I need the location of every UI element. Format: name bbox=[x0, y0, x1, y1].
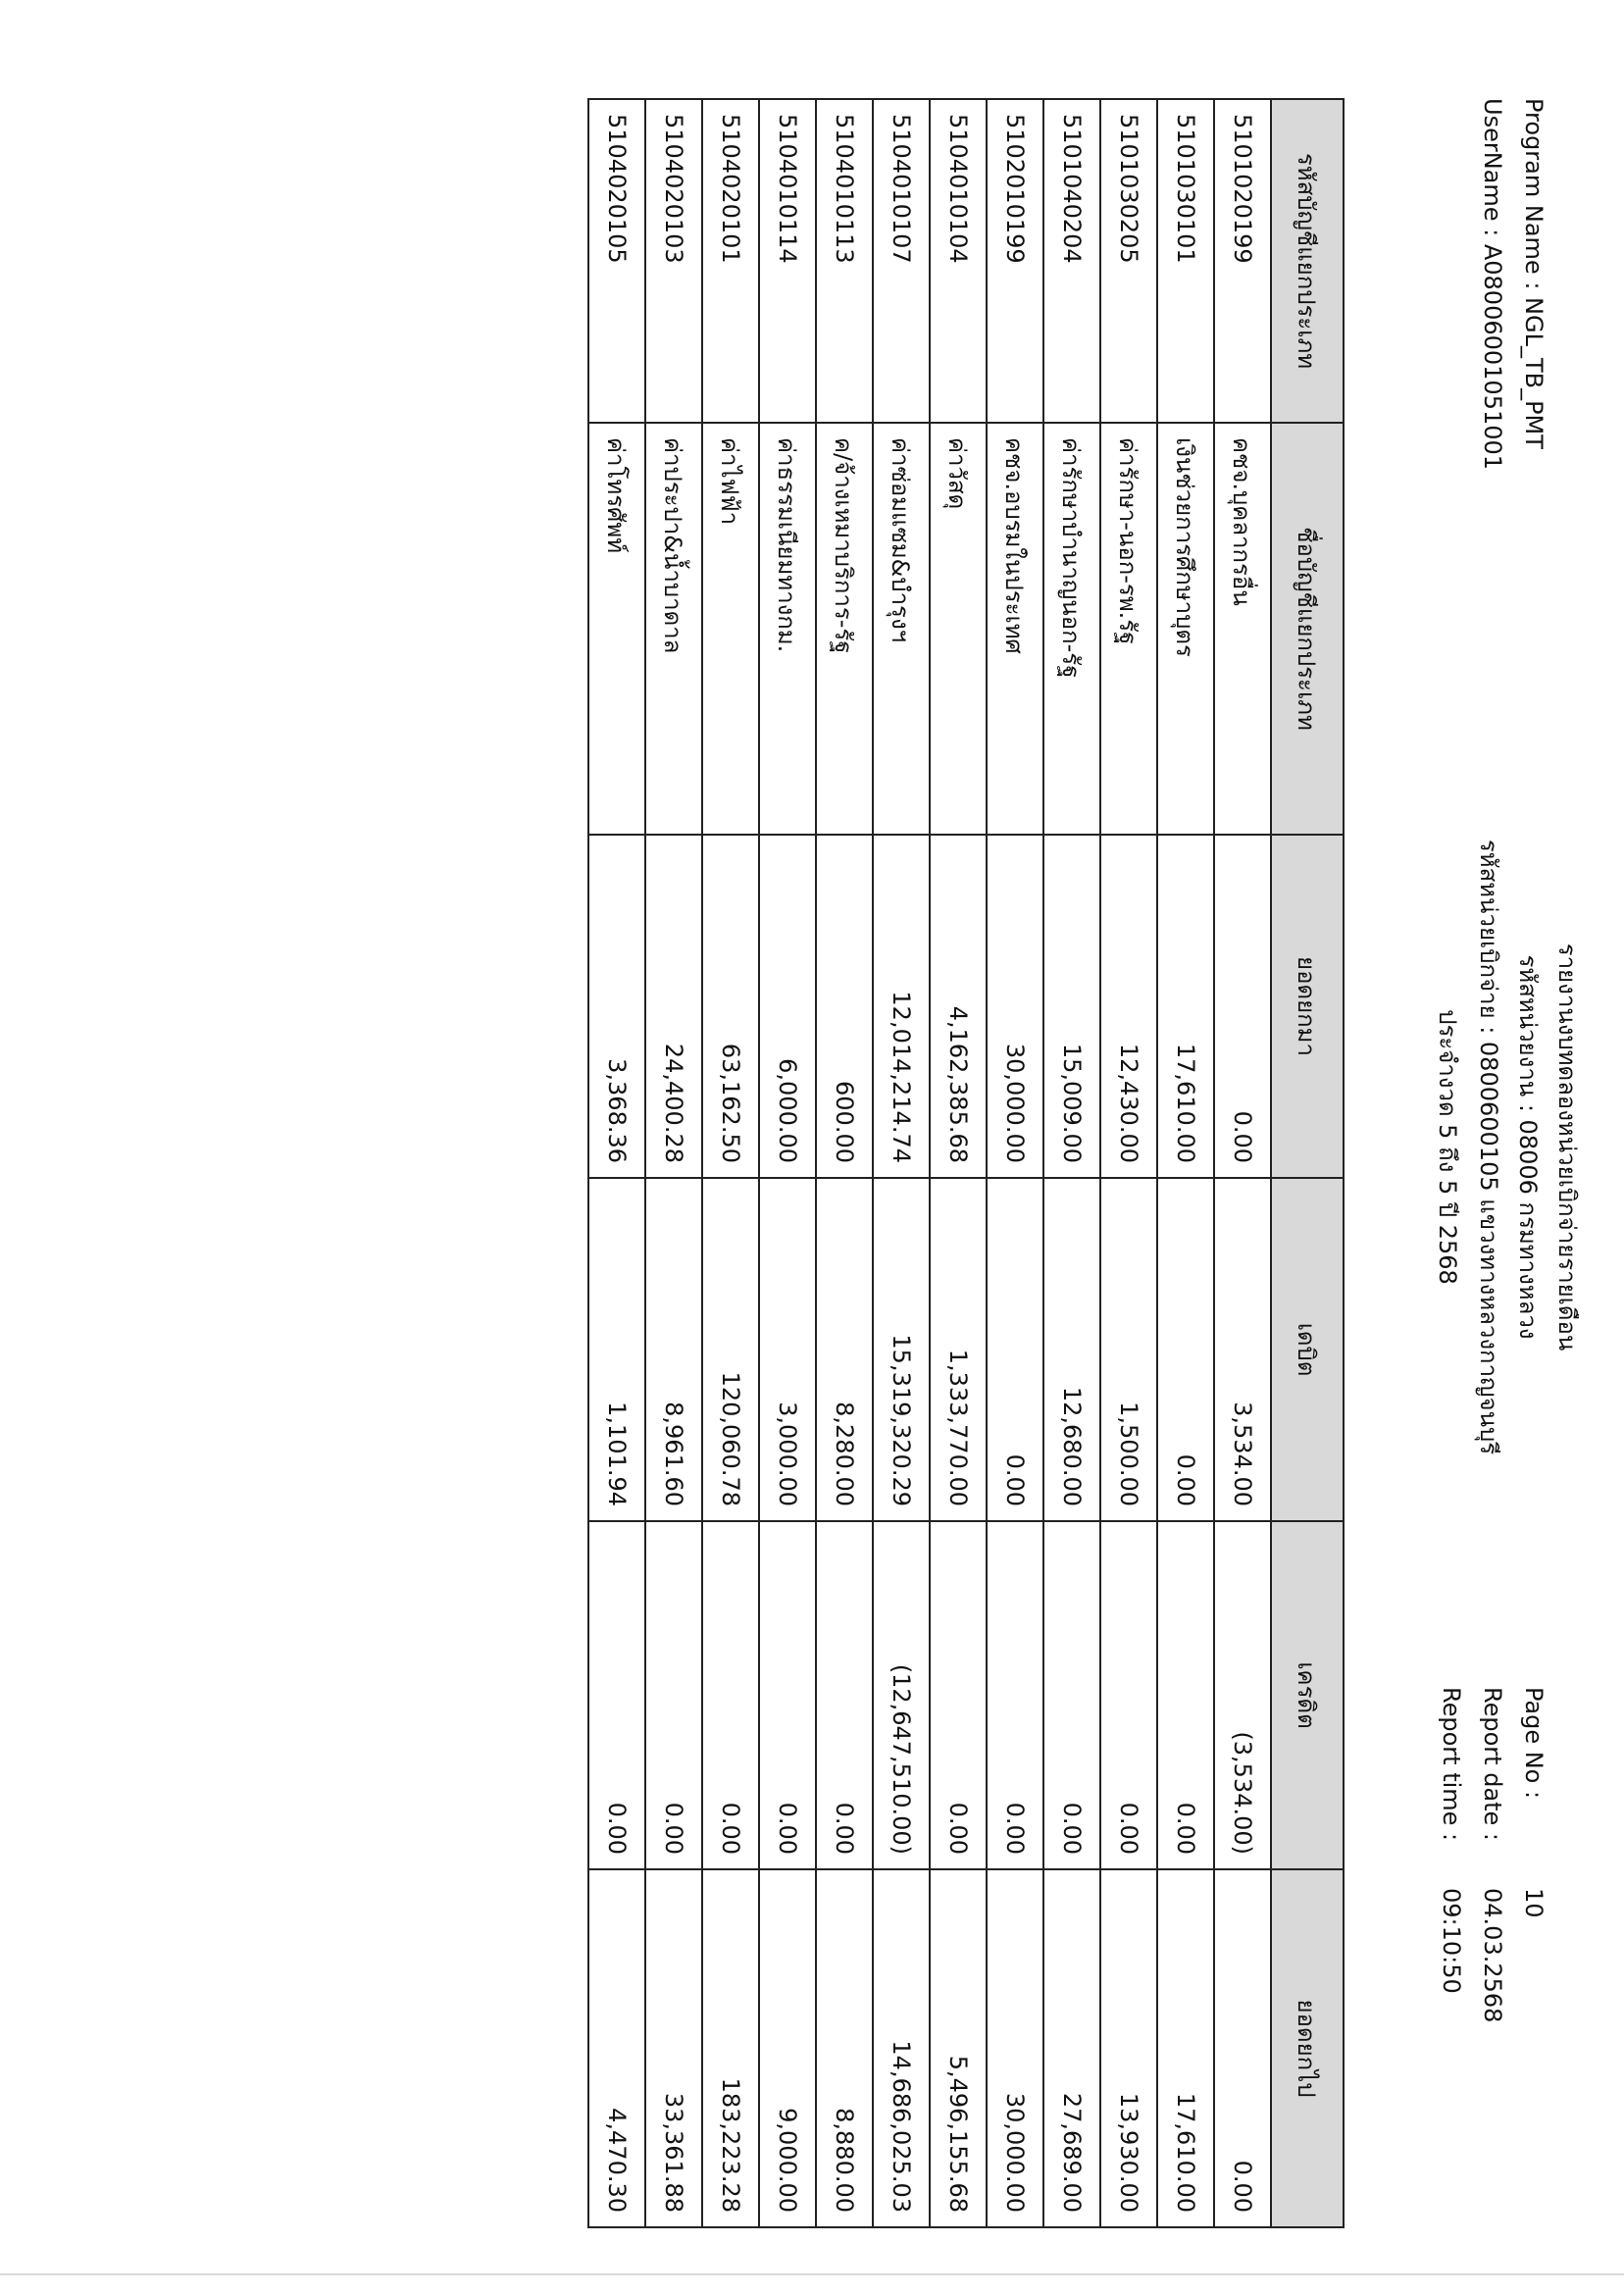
table-row bbox=[702, 99, 759, 2227]
brought-forward-cell: 12,430.00 bbox=[1100, 835, 1157, 1178]
credit-cell: (3,534.00) bbox=[1214, 1521, 1271, 1869]
table-row bbox=[645, 99, 702, 2227]
carried-forward-cell: 183,223.28 bbox=[702, 1869, 759, 2227]
account-code-cell: 5101020199 bbox=[1214, 99, 1271, 423]
carried-forward-cell: 27,689.00 bbox=[1043, 1869, 1100, 2227]
table-row bbox=[987, 99, 1043, 2227]
header-debit: เดบิต bbox=[1271, 1178, 1344, 1521]
trial-balance-table bbox=[587, 98, 1345, 2228]
credit-cell: 0.00 bbox=[930, 1521, 987, 1869]
report-time-value: 09:10:50 bbox=[1438, 1888, 1465, 1994]
account-name-cell: ค่าไฟฟ้า bbox=[702, 423, 759, 835]
report-date-value: 04.03.2568 bbox=[1479, 1888, 1506, 2023]
account-name-cell: เงินช่วยการศึกษาบุตร bbox=[1157, 423, 1214, 835]
table-row bbox=[588, 99, 645, 2227]
account-name-cell: ค่าโทรศัพท์ bbox=[588, 423, 645, 835]
brought-forward-cell: 600.00 bbox=[816, 835, 873, 1178]
report-time-label: Report time : bbox=[1438, 1687, 1465, 1842]
account-code-cell: 5102010199 bbox=[987, 99, 1043, 423]
debit-cell: 0.00 bbox=[987, 1178, 1043, 1521]
table-row bbox=[1100, 99, 1157, 2227]
credit-cell: 0.00 bbox=[1100, 1521, 1157, 1869]
scan-edge-line bbox=[0, 2273, 1624, 2275]
header-account-name: ชื่อบัญชีแยกประเภท bbox=[1271, 423, 1344, 835]
carried-forward-cell: 33,361.88 bbox=[645, 1869, 702, 2227]
carried-forward-cell: 0.00 bbox=[1214, 1869, 1271, 2227]
credit-cell: (12,647,510.00) bbox=[873, 1521, 930, 1869]
brought-forward-cell: 15,009.00 bbox=[1043, 835, 1100, 1178]
report-date-label: Report date : bbox=[1479, 1687, 1506, 1842]
page-no-label: Page No : bbox=[1520, 1687, 1548, 1800]
credit-cell: 0.00 bbox=[987, 1521, 1043, 1869]
account-name-cell: คชจ.อบรมในประเทศ bbox=[987, 423, 1043, 835]
program-name: Program Name : NGL_TB_PMT bbox=[1520, 98, 1548, 449]
credit-cell: 0.00 bbox=[645, 1521, 702, 1869]
carried-forward-cell: 13,930.00 bbox=[1100, 1869, 1157, 2227]
debit-cell: 1,333,770.00 bbox=[930, 1178, 987, 1521]
carried-forward-cell: 8,880.00 bbox=[816, 1869, 873, 2227]
brought-forward-cell: 3,368.36 bbox=[588, 835, 645, 1178]
account-name-cell: ค่าซ่อมแซม&บำรุงฯ bbox=[873, 423, 930, 835]
table-row bbox=[1214, 99, 1271, 2227]
debit-cell: 120,060.78 bbox=[702, 1178, 759, 1521]
credit-cell: 0.00 bbox=[1157, 1521, 1214, 1869]
brought-forward-cell: 63,162.50 bbox=[702, 835, 759, 1178]
table-row bbox=[873, 99, 930, 2227]
brought-forward-cell: 24,400.28 bbox=[645, 835, 702, 1178]
account-name-cell: ค่ารักษา-นอก-รพ.รัฐ bbox=[1100, 423, 1157, 835]
brought-forward-cell: 0.00 bbox=[1214, 835, 1271, 1178]
account-name-cell: ค่ารักษาบำนาญนอก-รัฐ bbox=[1043, 423, 1100, 835]
debit-cell: 12,680.00 bbox=[1043, 1178, 1100, 1521]
account-code-cell: 5101040204 bbox=[1043, 99, 1100, 423]
debit-cell: 8,280.00 bbox=[816, 1178, 873, 1521]
username: UserName : A080060010510​01 bbox=[1479, 98, 1506, 471]
agency-line: รหัสหน่วยงาน : 08006 กรมทางหลวง bbox=[1514, 954, 1542, 1340]
table-row bbox=[816, 99, 873, 2227]
brought-forward-cell: 4,162,385.68 bbox=[930, 835, 987, 1178]
debit-cell: 1,101.94 bbox=[588, 1178, 645, 1521]
carried-forward-cell: 14,686,025.03 bbox=[873, 1869, 930, 2227]
carried-forward-cell: 5,496,155.68 bbox=[930, 1869, 987, 2227]
header-brought-forward: ยอดยกมา bbox=[1271, 835, 1344, 1178]
debit-cell: 8,961.60 bbox=[645, 1178, 702, 1521]
header-carried-forward: ยอดยกไป bbox=[1271, 1869, 1344, 2227]
credit-cell: 0.00 bbox=[816, 1521, 873, 1869]
report-date bbox=[1479, 1687, 1506, 2022]
carried-forward-cell: 17,610.00 bbox=[1157, 1869, 1214, 2227]
account-code-cell: 5104010104 bbox=[930, 99, 987, 423]
brought-forward-cell: 12,014,214.74 bbox=[873, 835, 930, 1178]
carried-forward-cell: 4,470.30 bbox=[588, 1869, 645, 2227]
debit-cell: 0.00 bbox=[1157, 1178, 1214, 1521]
credit-cell: 0.00 bbox=[759, 1521, 816, 1869]
account-code-cell: 5104020101 bbox=[702, 99, 759, 423]
disbursing-unit-line: รหัสหน่วยเบิกจ่าย : 0800600105 แขวงทางหลวงกาญจนบุรี bbox=[1475, 839, 1502, 1455]
account-code-cell: 5104020103 bbox=[645, 99, 702, 423]
account-name-cell: ค/จ้างเหมาบริการ-รัฐ bbox=[816, 423, 873, 835]
header-account-code: รหัสบัญชีแยกประเภท bbox=[1271, 99, 1344, 423]
table-row bbox=[759, 99, 816, 2227]
carried-forward-cell: 30,000.00 bbox=[987, 1869, 1043, 2227]
table-row bbox=[1043, 99, 1100, 2227]
page-no-value: 10 bbox=[1520, 1888, 1548, 1918]
account-name-cell: ค่าประปา&น้ำบาดาล bbox=[645, 423, 702, 835]
debit-cell: 3,534.00 bbox=[1214, 1178, 1271, 1521]
credit-cell: 0.00 bbox=[588, 1521, 645, 1869]
debit-cell: 3,000.00 bbox=[759, 1178, 816, 1521]
brought-forward-cell: 6,000.00 bbox=[759, 835, 816, 1178]
report-title: รายงานงบทดลองหน่วยเบิกจ่ายรายเดือน bbox=[1553, 943, 1581, 1351]
period-line: ประจำงวด 5 ถึง 5 ปี 2568 bbox=[1434, 1009, 1461, 1285]
page-no bbox=[1520, 1687, 1548, 1918]
account-name-cell: ค่าวัสดุ bbox=[930, 423, 987, 835]
header-credit: เครดิต bbox=[1271, 1521, 1344, 1869]
credit-cell: 0.00 bbox=[1043, 1521, 1100, 1869]
account-code-cell: 5104020105 bbox=[588, 99, 645, 423]
brought-forward-cell: 30,000.00 bbox=[987, 835, 1043, 1178]
report-time bbox=[1438, 1687, 1465, 1994]
account-code-cell: 5104010114 bbox=[759, 99, 816, 423]
table-row bbox=[1157, 99, 1214, 2227]
carried-forward-cell: 9,000.00 bbox=[759, 1869, 816, 2227]
debit-cell: 1,500.00 bbox=[1100, 1178, 1157, 1521]
credit-cell: 0.00 bbox=[702, 1521, 759, 1869]
brought-forward-cell: 17,610.00 bbox=[1157, 835, 1214, 1178]
table-row bbox=[930, 99, 987, 2227]
debit-cell: 15,319,320.29 bbox=[873, 1178, 930, 1521]
account-code-cell: 5101030101 bbox=[1157, 99, 1214, 423]
account-name-cell: ค่าธรรมเนียมทางกม. bbox=[759, 423, 816, 835]
table-header-row bbox=[1271, 99, 1344, 2227]
account-name-cell: คชจ.บุคลากรอื่น bbox=[1214, 423, 1271, 835]
account-code-cell: 5104010113 bbox=[816, 99, 873, 423]
account-code-cell: 5104010107 bbox=[873, 99, 930, 423]
account-code-cell: 5101030205 bbox=[1100, 99, 1157, 423]
